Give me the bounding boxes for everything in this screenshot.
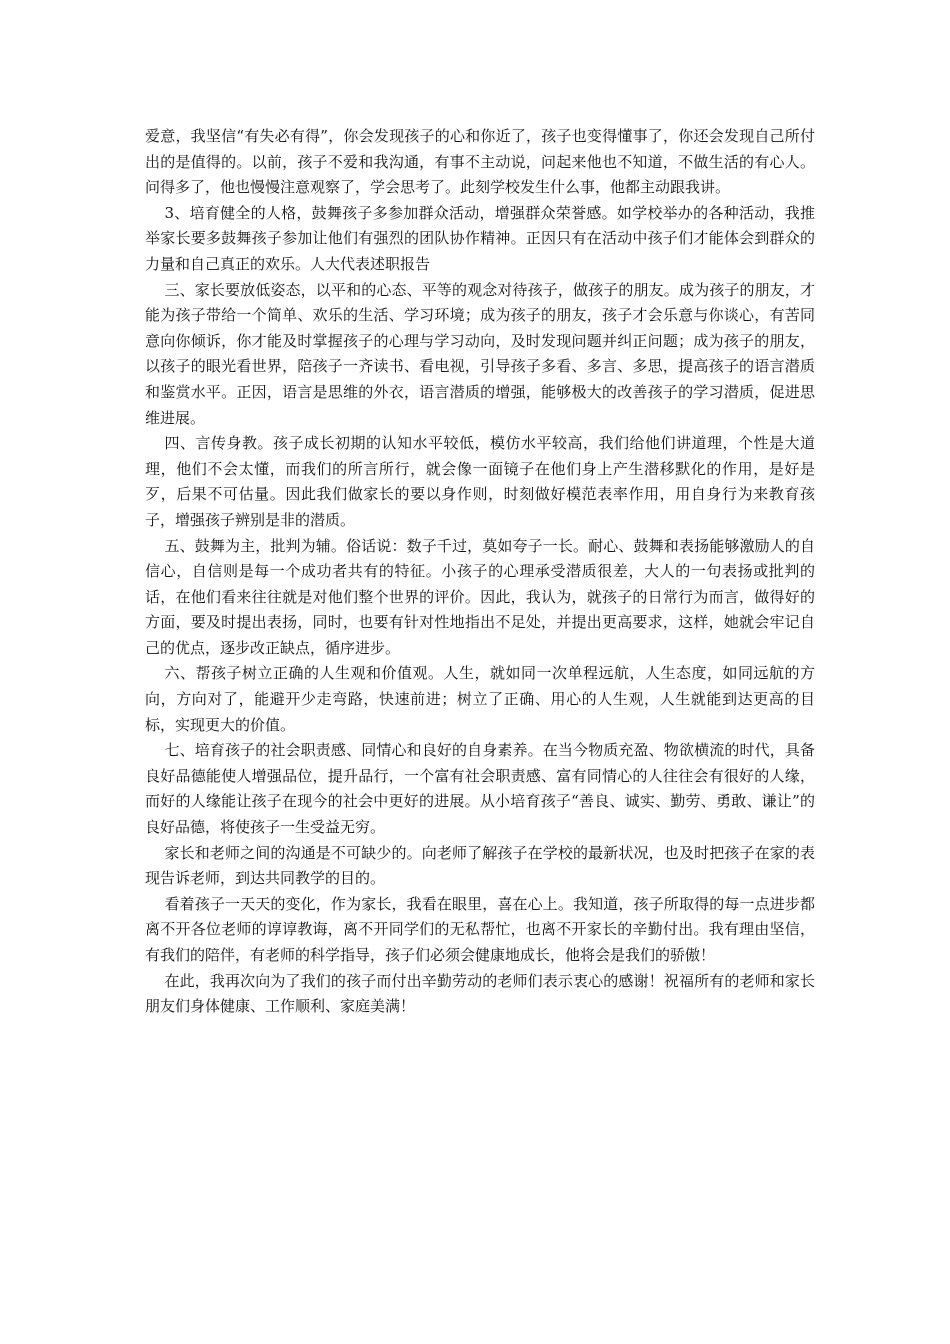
paragraph-section-3: 三、家长要放低姿态，以平和的心态、平等的观念对待孩子，做孩子的朋友。成为孩子的朋友，才能为孩子带给一个简单、欢乐的生活、学习环境；成为孩子的朋友，孩子才会乐意与你谈心，有苦同意向你倾诉，你才能及时掌握孩子的心理与学习动向，及时发现问题并纠正问题；成为孩子的朋友，以孩子的眼光看世界，陪孩子一齐读书、看电视，引导孩子多看、多言、多思，提高孩子的语言潜质和鉴赏水平。正因，语言是思维的外衣，语言潜质的增强，能够极大的改善孩子的学习潜质，促进思维进展。 bbox=[145, 280, 815, 427]
paragraph-section-6: 六、帮孩子树立正确的人生观和价值观。人生，就如同一次单程远航，人生态度，如同远航的方向，方向对了，能避开少走弯路，快速前进；树立了正确、用心的人生观，人生就能到达更高的目标，实现更大的价值。 bbox=[145, 664, 815, 734]
paragraph-communication: 家长和老师之间的沟通是不可缺少的。向老师了解孩子在学校的最新状况，也及时把孩子在家的表现告诉老师，到达共同教学的目的。 bbox=[145, 843, 815, 888]
paragraph-progress: 看着孩子一天天的变化，作为家长，我看在眼里，喜在心上。我知道，孩子所取得的每一点进步都离不开各位老师的谆谆教诲，离不开同学们的无私帮忙，也离不开家长的辛勤付出。我有理由坚信，有我们的陪伴，有老师的科学指导，孩子们必须会健康地成长，他将会是我们的骄傲！ bbox=[145, 894, 815, 964]
paragraph-section-4: 四、言传身教。孩子成长初期的认知水平较低，模仿水平较高，我们给他们讲道理，个性是大道理，他们不会太懂，而我们的所言所行，就会像一面镜子在他们身上产生潜移默化的作用，是好是歹，后果不可估量。因此我们做家长的要以身作则，时刻做好模范表率作用，用自身行为来教育孩子，增强孩子辨别是非的潜质。 bbox=[145, 434, 815, 529]
paragraph-closing: 在此，我再次向为了我们的孩子而付出辛勤劳动的老师们表示衷心的感谢！祝福所有的老师和家长朋友们身体健康、工作顺利、家庭美满！ bbox=[145, 971, 815, 1016]
paragraph-continued: 爱意，我坚信“有失必有得”，你会发现孩子的心和你近了，孩子也变得懂事了，你还会发现自己所付出的是值得的。以前，孩子不爱和我沟通，有事不主动说，问起来他也不知道，不做生活的有心人。问得多了，他也慢慢注意观察了，学会思考了。此刻学校发生什么事，他都主动跟我讲。 bbox=[145, 127, 815, 197]
paragraph-item-3: 3、培育健全的人格，鼓舞孩子多参加群众活动，增强群众荣誉感。如学校举办的各种活动，我推举家长要多鼓舞孩子参加让他们有强烈的团队协作精神。正因只有在活动中孩子们才能体会到群众的力量和自己真正的欢乐。人大代表述职报告 bbox=[145, 203, 815, 273]
document-page bbox=[145, 124, 815, 1020]
paragraph-section-7: 七、培育孩子的社会职责感、同情心和良好的自身素养。在当今物质充盈、物欲横流的时代，具备良好品德能使人增强品位，提升品行，一个富有社会职责感、富有同情心的人往往会有很好的人缘，而好的人缘能让孩子在现今的社会中更好的进展。从小培育孩子“善良、诚实、勤劳、勇敢、谦让”的良好品德，将使孩子一生受益无穷。 bbox=[145, 741, 815, 837]
paragraph-section-5: 五、鼓舞为主，批判为辅。俗话说：数子千过，莫如夸子一长。耐心、鼓舞和表扬能够激励人的自信心，自信则是每一个成功者共有的特征。小孩子的心理承受潜质很差，大人的一句表扬或批判的话，在他们看来往往就是对他们整个世界的评价。因此，我认为，就孩子的日常行为而言，做得好的方面，要及时提出表扬，同时，也要有针对性地指出不足处，并提出更高要求，这样，她就会牢记自己的优点，逐步改正缺点，循序进步。 bbox=[145, 536, 815, 657]
